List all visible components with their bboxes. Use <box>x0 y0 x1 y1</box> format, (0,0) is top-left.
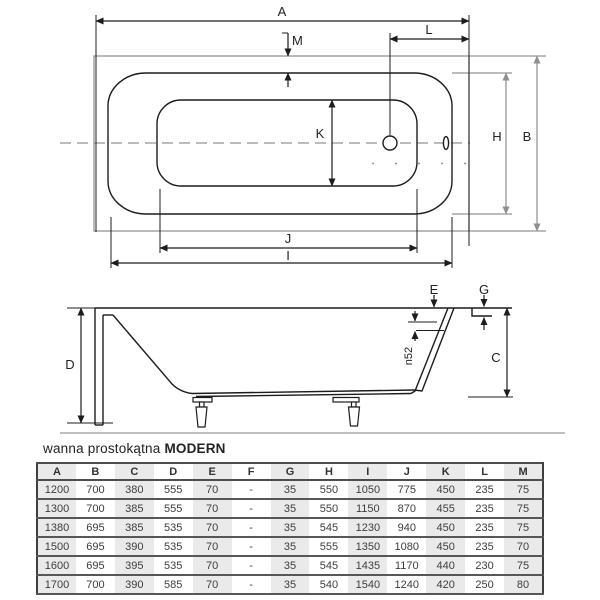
table-cell: 1540 <box>348 575 387 594</box>
table-cell: 390 <box>115 537 154 556</box>
dim-label-j: J <box>284 231 292 246</box>
table-cell: 700 <box>76 575 115 594</box>
table-cell: 1380 <box>37 518 76 537</box>
foot-left <box>196 407 207 427</box>
table-cell: 235 <box>465 518 504 537</box>
table-cell: 235 <box>465 499 504 518</box>
table-cell: 1080 <box>387 537 426 556</box>
table-row <box>37 518 543 537</box>
dim-label-c: C <box>491 350 501 365</box>
table-cell: 390 <box>115 575 154 594</box>
table-cell: 250 <box>465 575 504 594</box>
table-cell: 1230 <box>348 518 387 537</box>
table-row <box>37 537 543 556</box>
drain-hole <box>383 136 397 150</box>
table-cell: - <box>232 537 271 556</box>
foot-right <box>349 407 360 426</box>
product-model-name: MODERN <box>164 441 226 456</box>
dimensions-table-body <box>37 480 543 594</box>
dim-label-e: E <box>429 282 439 297</box>
table-cell: 585 <box>154 575 193 594</box>
table-header-cell: L <box>465 463 504 480</box>
dimensions-table-header <box>37 463 543 480</box>
table-cell: 1050 <box>348 480 387 499</box>
dim-label-m: M <box>292 33 303 48</box>
table-cell: 550 <box>309 480 348 499</box>
table-cell: 70 <box>193 499 232 518</box>
table-cell: 35 <box>271 518 310 537</box>
table-cell: 540 <box>309 575 348 594</box>
table-cell: 1200 <box>37 480 76 499</box>
table-cell: 455 <box>426 499 465 518</box>
table-cell: 695 <box>76 537 115 556</box>
table-cell: 70 <box>193 575 232 594</box>
table-header-cell: M <box>504 463 543 480</box>
overflow-hole <box>443 137 448 150</box>
table-cell: 535 <box>154 518 193 537</box>
table-cell: 70 <box>193 556 232 575</box>
table-cell: 70 <box>193 480 232 499</box>
frame-pad-left <box>193 398 212 403</box>
table-cell: 420 <box>426 575 465 594</box>
dim-label-d: D <box>65 357 75 372</box>
table-cell: 940 <box>387 518 426 537</box>
table-cell: 450 <box>426 480 465 499</box>
table-cell: 450 <box>426 518 465 537</box>
product-title-text: wanna prostokątna <box>43 441 165 456</box>
dim-label-k: K <box>315 126 325 141</box>
table-cell: 235 <box>465 480 504 499</box>
table-cell: 70 <box>193 518 232 537</box>
table-cell: - <box>232 575 271 594</box>
table-cell: 1350 <box>348 537 387 556</box>
frame-pad-right <box>333 398 359 403</box>
table-cell: 775 <box>387 480 426 499</box>
table-header-cell: H <box>309 463 348 480</box>
right-wall-outer <box>411 308 448 394</box>
table-cell: 35 <box>271 480 310 499</box>
table-row <box>37 480 543 499</box>
table-cell: 1700 <box>37 575 76 594</box>
table-cell: 35 <box>271 499 310 518</box>
table-header-cell: B <box>76 463 115 480</box>
table-cell: 1435 <box>348 556 387 575</box>
table-cell: - <box>232 480 271 499</box>
table-cell: 75 <box>504 556 543 575</box>
table-cell: 35 <box>271 575 310 594</box>
overflow-diameter-label: n52 <box>403 346 415 366</box>
table-cell: - <box>232 518 271 537</box>
table-cell: 1150 <box>348 499 387 518</box>
dim-label-l: L <box>425 22 433 37</box>
table-cell: 75 <box>504 499 543 518</box>
plan-view <box>60 4 546 268</box>
table-header-cell: G <box>271 463 310 480</box>
table-cell: 230 <box>465 556 504 575</box>
table-cell: 450 <box>426 537 465 556</box>
table-cell: 70 <box>504 537 543 556</box>
dimensions-table <box>36 462 544 595</box>
table-cell: 870 <box>387 499 426 518</box>
table-row <box>37 575 543 594</box>
table-cell: 1300 <box>37 499 76 518</box>
table-cell: - <box>232 556 271 575</box>
table-header-cell: I <box>348 463 387 480</box>
table-row <box>37 499 543 518</box>
table-header-cell: J <box>387 463 426 480</box>
table-cell: 555 <box>154 499 193 518</box>
table-header-cell: C <box>115 463 154 480</box>
table-cell: 1170 <box>387 556 426 575</box>
table-cell: 695 <box>76 518 115 537</box>
left-interior-slope <box>113 315 192 394</box>
table-cell: 380 <box>115 480 154 499</box>
table-cell: 35 <box>271 537 310 556</box>
table-cell: 535 <box>154 556 193 575</box>
table-cell: - <box>232 499 271 518</box>
product-title <box>43 441 226 456</box>
table-cell: 700 <box>76 480 115 499</box>
table-header-cell: K <box>426 463 465 480</box>
table-cell: 695 <box>76 556 115 575</box>
table-header-cell: A <box>37 463 76 480</box>
table-cell: 700 <box>76 499 115 518</box>
table-cell: 535 <box>154 537 193 556</box>
table-header-row <box>37 463 543 480</box>
dim-label-i: I <box>286 248 290 263</box>
table-row <box>37 556 543 575</box>
table-cell: 80 <box>504 575 543 594</box>
rim-step <box>472 308 492 316</box>
table-header-cell: E <box>193 463 232 480</box>
table-cell: 1500 <box>37 537 76 556</box>
side-view <box>60 282 565 433</box>
dim-label-g: G <box>478 282 490 297</box>
table-cell: 545 <box>309 518 348 537</box>
table-cell: 550 <box>309 499 348 518</box>
table-cell: 555 <box>309 537 348 556</box>
table-cell: 545 <box>309 556 348 575</box>
table-cell: 555 <box>154 480 193 499</box>
table-cell: 1240 <box>387 575 426 594</box>
table-cell: 70 <box>193 537 232 556</box>
dim-label-b: B <box>522 129 532 144</box>
dim-label-a: A <box>277 4 287 19</box>
table-header-cell: D <box>154 463 193 480</box>
table-cell: 35 <box>271 556 310 575</box>
dim-label-h: H <box>492 129 502 144</box>
table-cell: 75 <box>504 480 543 499</box>
table-header-cell: F <box>232 463 271 480</box>
table-cell: 385 <box>115 499 154 518</box>
table-cell: 75 <box>504 518 543 537</box>
table-cell: 395 <box>115 556 154 575</box>
table-cell: 1600 <box>37 556 76 575</box>
table-cell: 385 <box>115 518 154 537</box>
table-cell: 235 <box>465 537 504 556</box>
table-cell: 440 <box>426 556 465 575</box>
